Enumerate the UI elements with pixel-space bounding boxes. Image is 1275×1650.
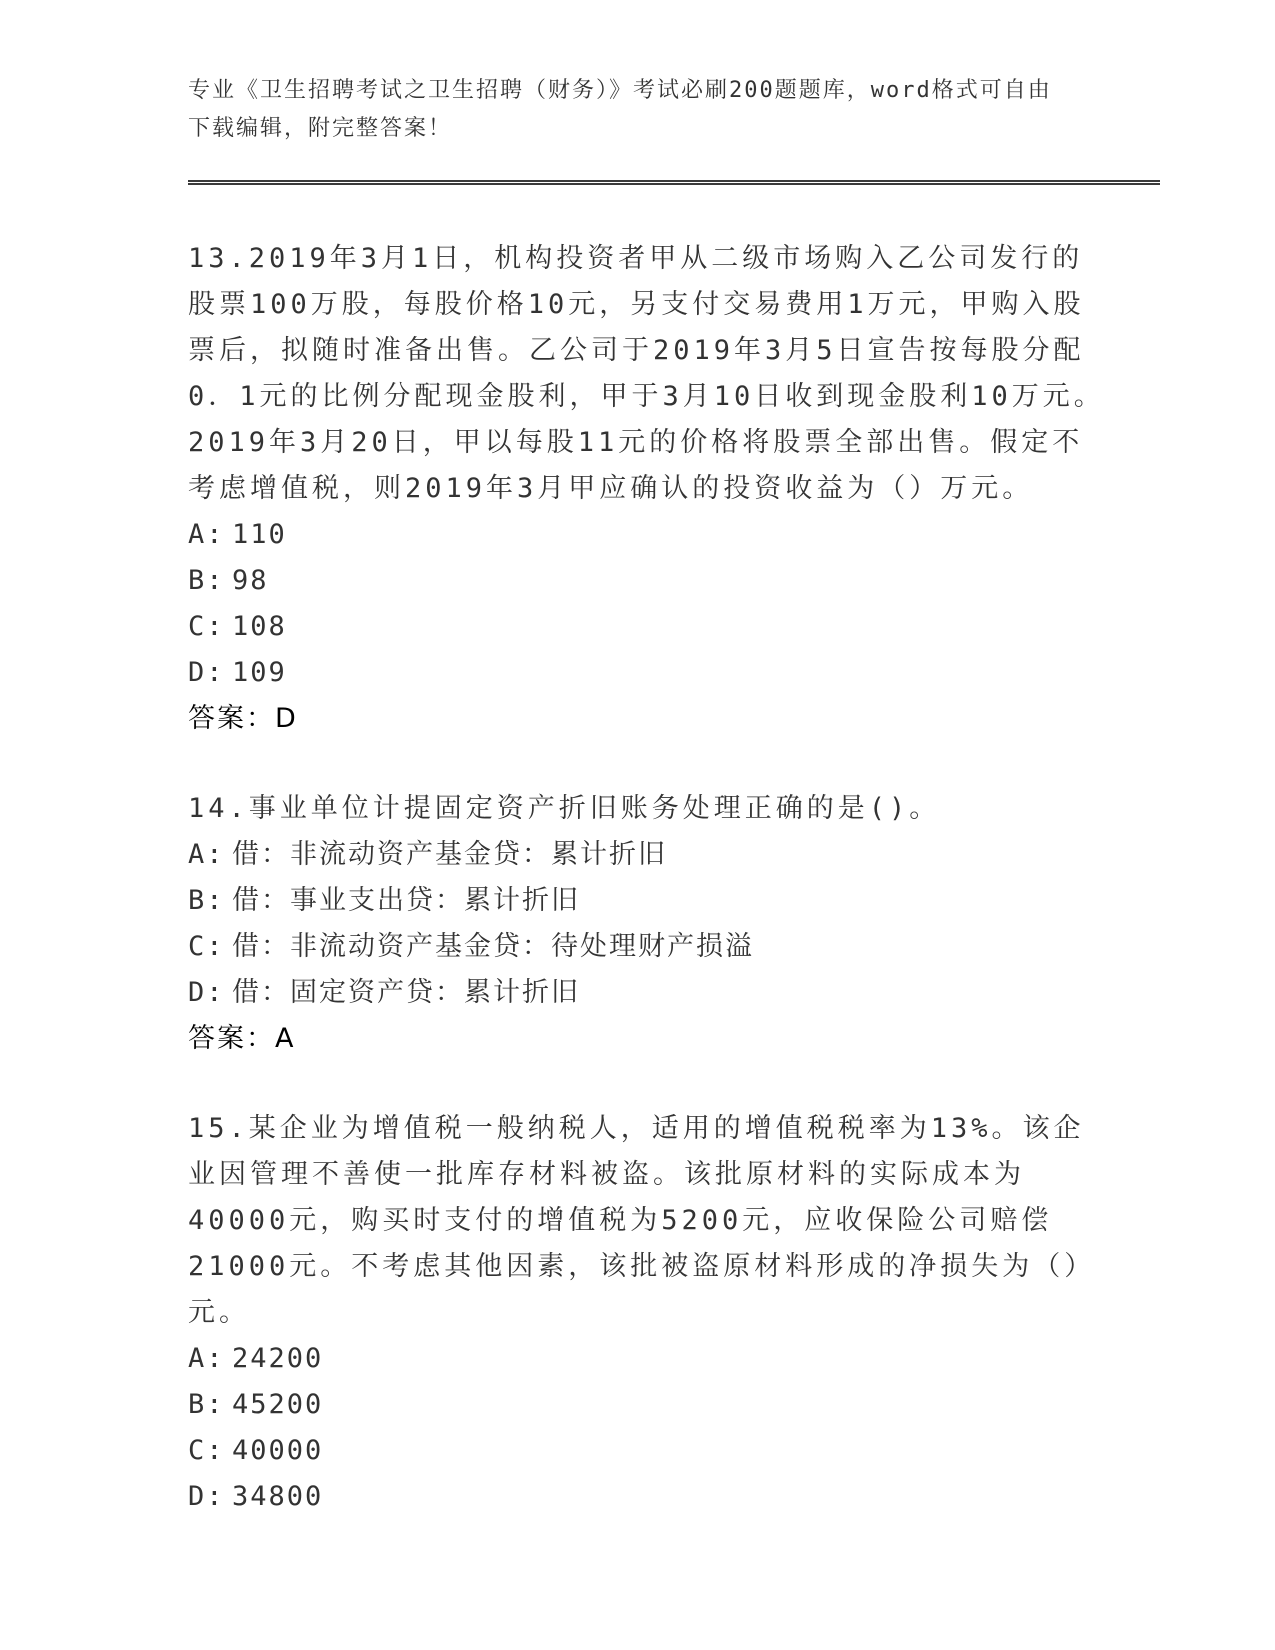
option-letter: B: xyxy=(188,1389,225,1420)
option-d xyxy=(188,1474,1108,1520)
header-divider xyxy=(188,180,1160,185)
option-letter: B: xyxy=(188,565,225,596)
option-c xyxy=(188,604,1108,650)
option-letter: D: xyxy=(188,977,225,1008)
option-letter: A: xyxy=(188,839,225,870)
option-a xyxy=(188,832,1108,878)
option-text: 40000 xyxy=(232,1435,324,1466)
option-letter: B: xyxy=(188,885,225,916)
option-letter: D: xyxy=(188,657,225,688)
question-13 xyxy=(188,236,1108,742)
answer: 答案：A xyxy=(188,1023,296,1054)
option-a xyxy=(188,1336,1108,1382)
option-text: 借：事业支出贷：累计折旧 xyxy=(232,885,580,916)
option-c xyxy=(188,1428,1108,1474)
question-list xyxy=(188,236,1108,1564)
option-letter: C: xyxy=(188,931,225,962)
answer: 答案：D xyxy=(188,703,298,734)
option-b xyxy=(188,878,1108,924)
option-d xyxy=(188,650,1108,696)
question-text: 14.事业单位计提固定资产折旧账务处理正确的是()。 xyxy=(188,793,941,824)
question-14 xyxy=(188,786,1108,1062)
option-letter: C: xyxy=(188,611,225,642)
document-header xyxy=(188,72,1068,148)
option-text: 110 xyxy=(232,519,287,550)
option-b xyxy=(188,558,1108,604)
option-letter: A: xyxy=(188,1343,225,1374)
question-text: 15.某企业为增值税一般纳税人，适用的增值税税率为13%。该企业因管理不善使一批库存材料被盗。该批原材料的实际成本为40000元，购买时支付的增值税为5200元，应收保险公司赔偿21000元。不考虑其他因素，该批被盗原材料形成的净损失为（）元。 xyxy=(188,1113,1096,1328)
option-a xyxy=(188,512,1108,558)
option-d xyxy=(188,970,1108,1016)
option-b xyxy=(188,1382,1108,1428)
option-letter: C: xyxy=(188,1435,225,1466)
option-c xyxy=(188,924,1108,970)
document-title: 专业《卫生招聘考试之卫生招聘（财务）》考试必刷200题题库，word格式可自由下载编辑，附完整答案！ xyxy=(188,78,1052,141)
question-15 xyxy=(188,1106,1108,1520)
question-text: 13.2019年3月1日，机构投资者甲从二级市场购入乙公司发行的股票100万股，每股价格10元，另支付交易费用1万元，甲购入股票后，拟随时准备出售。乙公司于2019年3月5日宣告按每股分配0．1元的比例分配现金股利，甲于3月10日收到现金股利10万元。2019年3月20日，甲以每股11元的价格将股票全部出售。假定不考虑增值税，则2019年3月甲应确认的投资收益为（）万元。 xyxy=(188,243,1105,504)
option-letter: D: xyxy=(188,1481,225,1512)
option-text: 借：非流动资产基金贷：累计折旧 xyxy=(232,839,667,870)
option-text: 45200 xyxy=(232,1389,324,1420)
option-text: 109 xyxy=(232,657,287,688)
option-text: 98 xyxy=(232,565,269,596)
option-text: 借：固定资产贷：累计折旧 xyxy=(232,977,580,1008)
option-text: 借：非流动资产基金贷：待处理财产损溢 xyxy=(232,931,754,962)
option-text: 24200 xyxy=(232,1343,324,1374)
option-text: 34800 xyxy=(232,1481,324,1512)
option-text: 108 xyxy=(232,611,287,642)
option-letter: A: xyxy=(188,519,225,550)
